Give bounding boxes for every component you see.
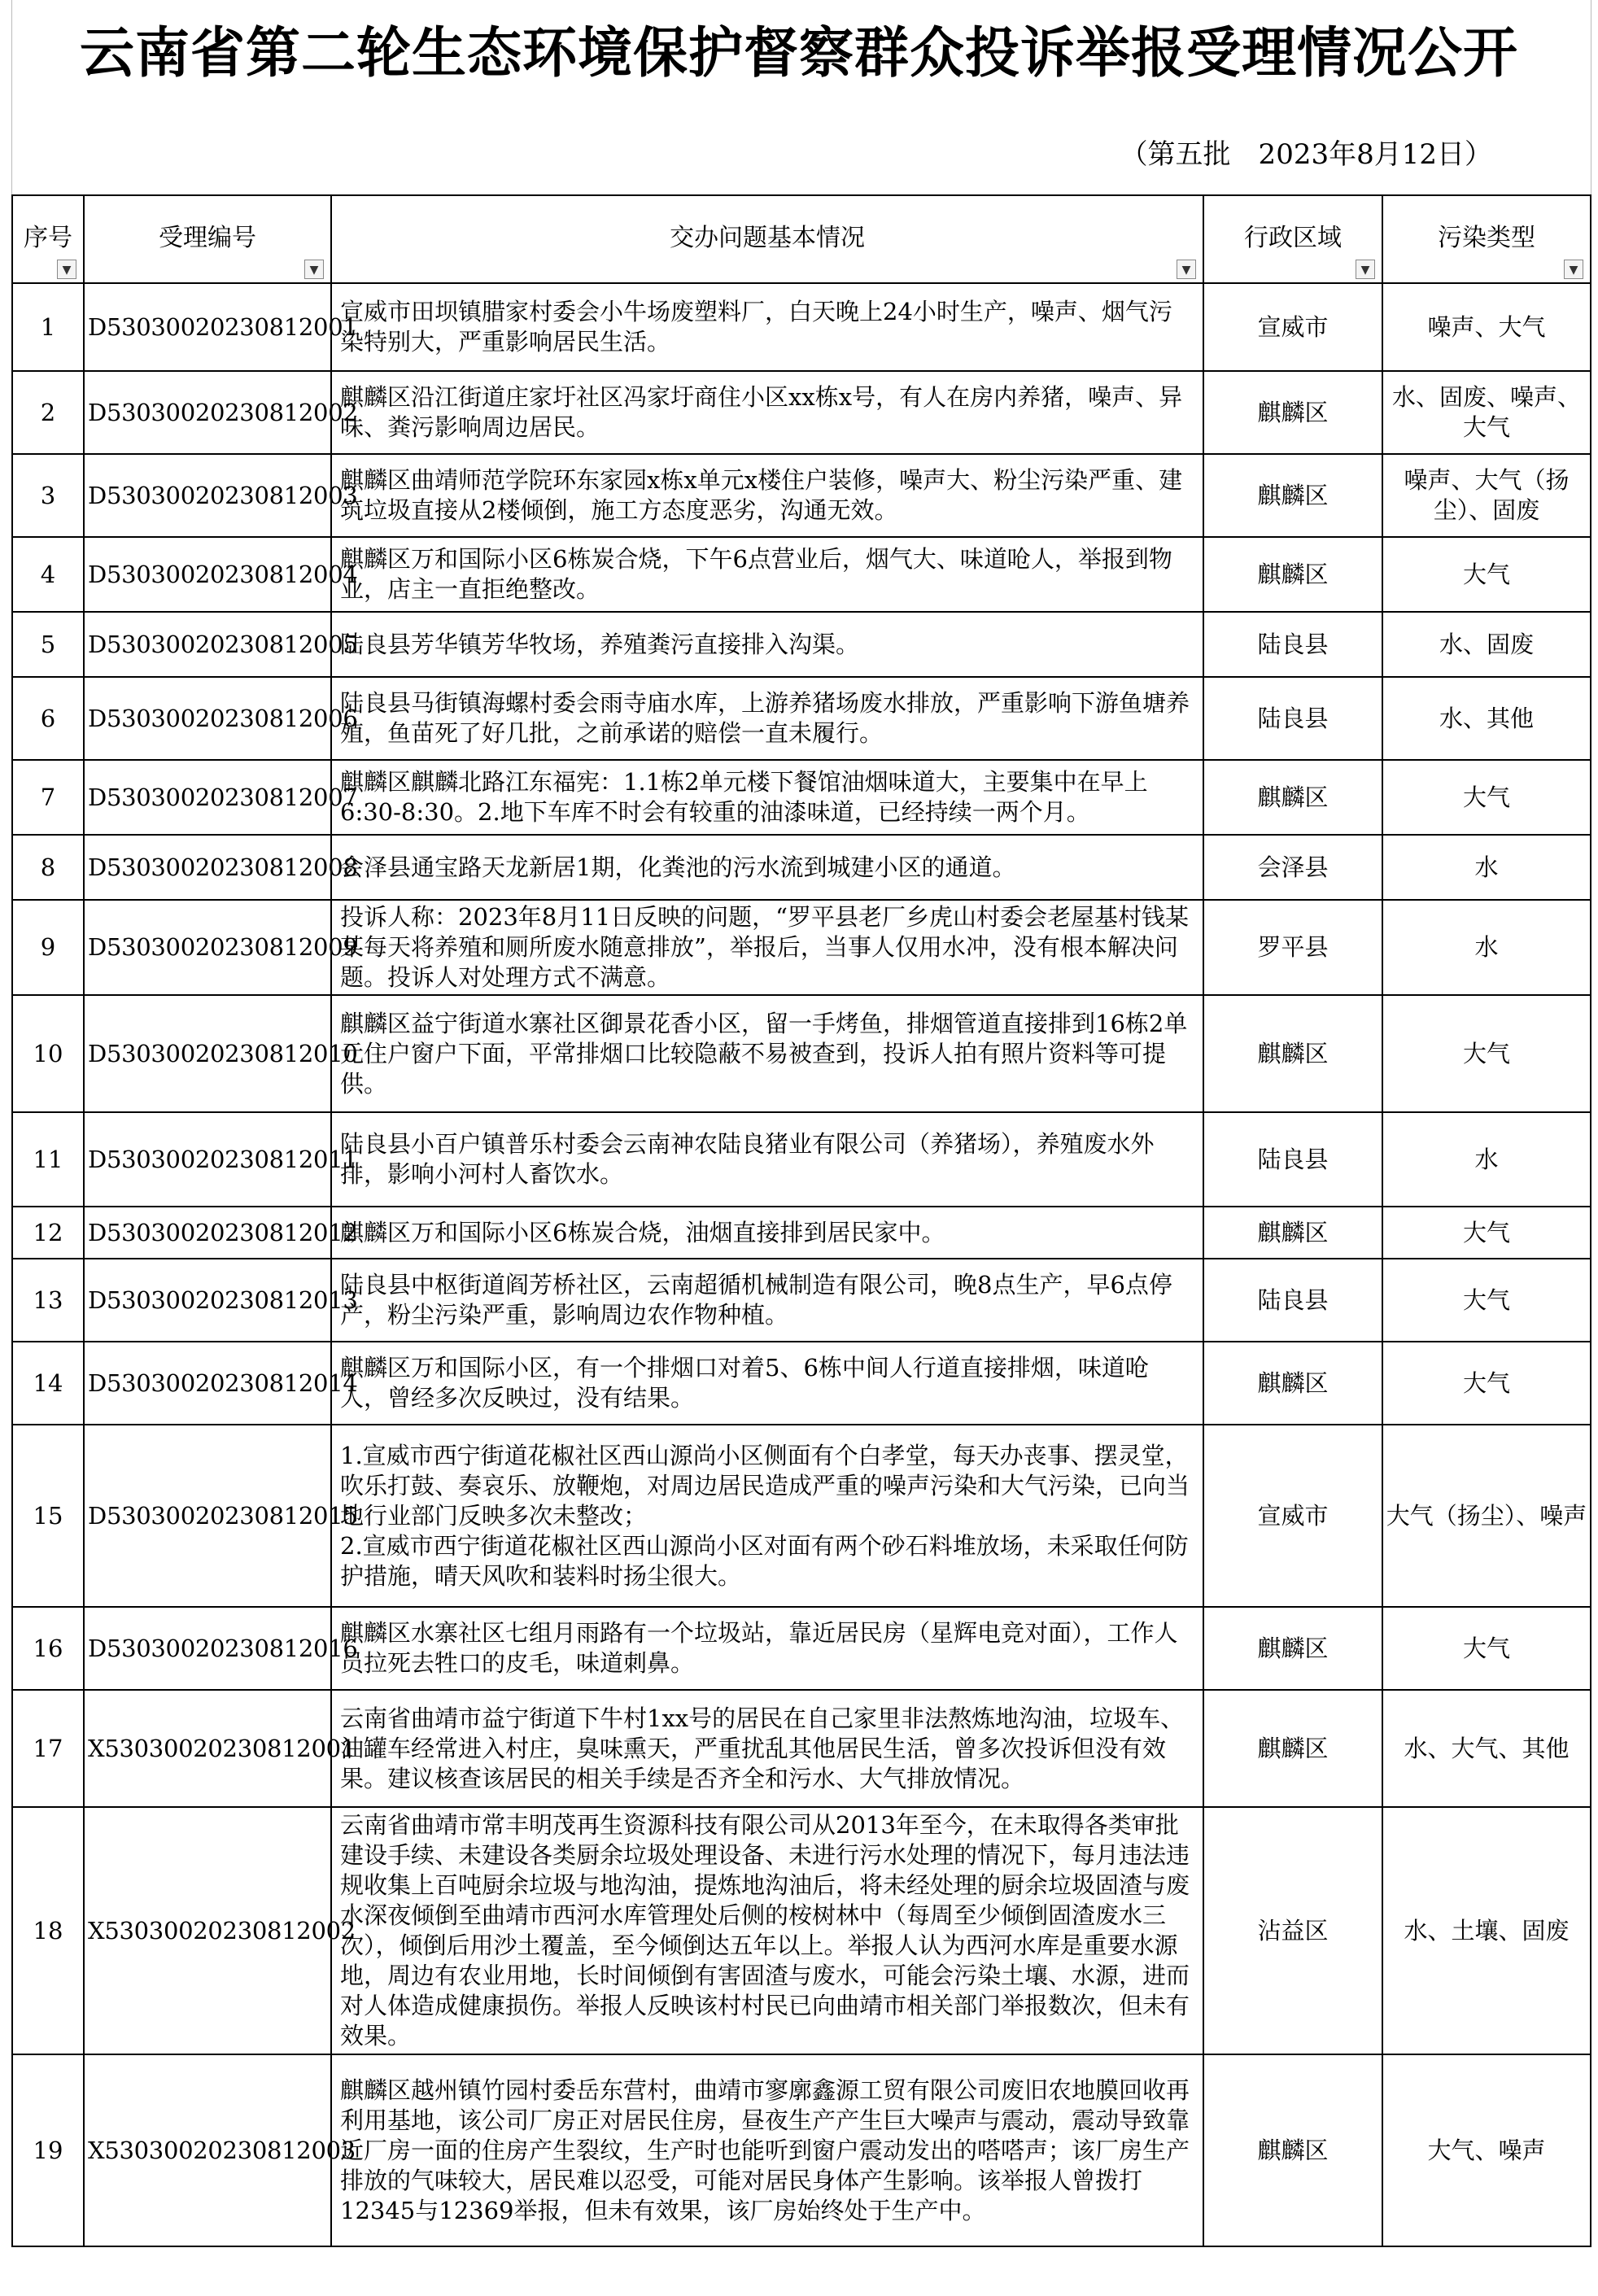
row-type-cell: 大气 xyxy=(1382,760,1591,835)
column-header-label: 污染类型 xyxy=(1438,224,1535,252)
row-desc-cell: 云南省曲靖市益宁街道下牛村1xx号的居民在自己家里非法熬炼地沟油，垃圾车、油罐车经常进入村庄，臭味熏天，严重扰乱其他居民生活，曾多次投诉但没有效果。建议核查该居民的相关手续是否齐全和污水、大气排放情况。 xyxy=(331,1690,1203,1807)
row-type-cell: 大气 xyxy=(1382,537,1591,612)
row-seq-cell: 4 xyxy=(12,537,84,612)
table-row xyxy=(12,283,1591,371)
row-desc-cell: 麒麟区麒麟北路江东福宪：1.1栋2单元楼下餐馆油烟味道大，主要集中在早上6:30-8:30。2.地下车库不时会有较重的油漆味道，已经持续一两个月。 xyxy=(331,760,1203,835)
row-desc-cell: 麒麟区沿江街道庄家圩社区冯家圩商住小区xx栋x号，有人在房内养猪，噪声、异味、粪污影响周边居民。 xyxy=(331,371,1203,454)
row-seq-cell: 19 xyxy=(12,2054,84,2246)
row-desc-cell: 1.宣威市西宁街道花椒社区西山源尚小区侧面有个白孝堂，每天办丧事、摆灵堂，吹乐打鼓、奏哀乐、放鞭炮，对周边居民造成严重的噪声污染和大气污染，已向当地行业部门反映多次未整改； 2.宣威市西宁街道花椒社区西山源尚小区对面有两个砂石料堆放场，未采取任何防护措施，晴天风吹和装料时扬尘很大。 xyxy=(331,1425,1203,1607)
table-header-row xyxy=(12,195,1591,283)
table-row xyxy=(12,995,1591,1112)
page-subtitle: （第五批 2023年8月12日） xyxy=(1120,138,1492,171)
row-desc-cell: 会泽县通宝路天龙新居1期，化粪池的污水流到城建小区的通道。 xyxy=(331,835,1203,900)
row-seq-cell: 5 xyxy=(12,612,84,677)
row-type-cell: 大气 xyxy=(1382,1259,1591,1342)
column-header-label: 序号 xyxy=(24,224,72,252)
row-area-cell: 麒麟区 xyxy=(1203,1607,1382,1690)
row-type-cell: 水 xyxy=(1382,1112,1591,1207)
row-seq-cell: 13 xyxy=(12,1259,84,1342)
row-seq-cell: 9 xyxy=(12,900,84,995)
row-code-cell: X53030020230812003 xyxy=(84,2054,331,2246)
table-row xyxy=(12,1607,1591,1690)
row-area-cell: 麒麟区 xyxy=(1203,2054,1382,2246)
row-area-cell: 宣威市 xyxy=(1203,1425,1382,1607)
row-code-cell: D53030020230812013 xyxy=(84,1259,331,1342)
table-row xyxy=(12,1342,1591,1425)
column-header-desc xyxy=(331,195,1203,283)
row-seq-cell: 10 xyxy=(12,995,84,1112)
row-desc-cell: 麒麟区曲靖师范学院环东家园x栋x单元x楼住户装修，噪声大、粉尘污染严重、建筑垃圾直接从2楼倾倒，施工方态度恶劣，沟通无效。 xyxy=(331,454,1203,537)
row-desc-cell: 宣威市田坝镇腊家村委会小牛场废塑料厂，白天晚上24小时生产，噪声、烟气污染特别大，严重影响居民生活。 xyxy=(331,283,1203,371)
row-code-cell: D53030020230812012 xyxy=(84,1207,331,1259)
column-header-code xyxy=(84,195,331,283)
row-desc-cell: 陆良县芳华镇芳华牧场，养殖粪污直接排入沟渠。 xyxy=(331,612,1203,677)
row-seq-cell: 7 xyxy=(12,760,84,835)
table-row xyxy=(12,677,1591,760)
table-row xyxy=(12,1259,1591,1342)
row-desc-cell: 麒麟区万和国际小区6栋炭合烧，油烟直接排到居民家中。 xyxy=(331,1207,1203,1259)
row-seq-cell: 3 xyxy=(12,454,84,537)
row-type-cell: 水、其他 xyxy=(1382,677,1591,760)
filter-dropdown-icon[interactable]: ▼ xyxy=(1177,260,1196,279)
row-code-cell: X53030020230812001 xyxy=(84,1690,331,1807)
table-row xyxy=(12,760,1591,835)
row-desc-cell: 云南省曲靖市常丰明茂再生资源科技有限公司从2013年至今，在未取得各类审批建设手续、未建设各类厨余垃圾处理设备、未进行污水处理的情况下，每月违法违规收集上百吨厨余垃圾与地沟油，提炼地沟油后，将未经处理的厨余垃圾固渣与废水深夜倾倒至曲靖市西河水库管理处后侧的桉树林中（每周至少倾倒固渣废水三次），倾倒后用沙土覆盖，至今倾倒达五年以上。举报人认为西河水库是重要水源地，周边有农业用地，长时间倾倒有害固渣与废水，可能会污染土壤、水源，进而对人体造成健康损伤。举报人反映该村村民已向曲靖市相关部门举报数次，但未有效果。 xyxy=(331,1807,1203,2054)
filter-dropdown-icon[interactable]: ▼ xyxy=(1356,260,1375,279)
row-seq-cell: 16 xyxy=(12,1607,84,1690)
row-type-cell: 水、大气、其他 xyxy=(1382,1690,1591,1807)
row-code-cell: D53030020230812011 xyxy=(84,1112,331,1207)
row-area-cell: 麒麟区 xyxy=(1203,1207,1382,1259)
row-type-cell: 水、土壤、固废 xyxy=(1382,1807,1591,2054)
row-seq-cell: 2 xyxy=(12,371,84,454)
row-desc-cell: 陆良县中枢街道阎芳桥社区，云南超循机械制造有限公司，晚8点生产，早6点停产，粉尘污染严重，影响周边农作物种植。 xyxy=(331,1259,1203,1342)
row-desc-cell: 麒麟区万和国际小区6栋炭合烧，下午6点营业后，烟气大、味道呛人，举报到物业，店主一直拒绝整改。 xyxy=(331,537,1203,612)
row-code-cell: X53030020230812002 xyxy=(84,1807,331,2054)
row-type-cell: 大气 xyxy=(1382,1207,1591,1259)
table-row xyxy=(12,454,1591,537)
row-code-cell: D53030020230812016 xyxy=(84,1607,331,1690)
table-row xyxy=(12,1112,1591,1207)
row-desc-cell: 麒麟区水寨社区七组月雨路有一个垃圾站，靠近居民房（星辉电竞对面），工作人员拉死去牲口的皮毛，味道刺鼻。 xyxy=(331,1607,1203,1690)
row-desc-cell: 陆良县小百户镇普乐村委会云南神农陆良猪业有限公司（养猪场），养殖废水外排，影响小河村人畜饮水。 xyxy=(331,1112,1203,1207)
row-seq-cell: 6 xyxy=(12,677,84,760)
row-type-cell: 噪声、大气（扬尘）、固废 xyxy=(1382,454,1591,537)
table-row xyxy=(12,1690,1591,1807)
row-seq-cell: 17 xyxy=(12,1690,84,1807)
column-header-label: 行政区域 xyxy=(1244,224,1342,252)
row-seq-cell: 18 xyxy=(12,1807,84,2054)
row-type-cell: 大气、噪声 xyxy=(1382,2054,1591,2246)
filter-dropdown-icon[interactable]: ▼ xyxy=(1564,260,1583,279)
row-area-cell: 宣威市 xyxy=(1203,283,1382,371)
row-seq-cell: 1 xyxy=(12,283,84,371)
row-area-cell: 会泽县 xyxy=(1203,835,1382,900)
row-area-cell: 陆良县 xyxy=(1203,677,1382,760)
row-type-cell: 大气 xyxy=(1382,995,1591,1112)
table-row xyxy=(12,1207,1591,1259)
table-row xyxy=(12,2054,1591,2246)
row-seq-cell: 8 xyxy=(12,835,84,900)
row-code-cell: D53030020230812004 xyxy=(84,537,331,612)
row-code-cell: D53030020230812001 xyxy=(84,283,331,371)
row-desc-cell: 麒麟区越州镇竹园村委岳东营村，曲靖市寥廓鑫源工贸有限公司废旧农地膜回收再利用基地，该公司厂房正对居民住房，昼夜生产产生巨大噪声与震动，震动导致靠近厂房一面的住房产生裂纹，生产时也能听到窗户震动发出的嗒嗒声；该厂房生产排放的气味较大，居民难以忍受，可能对居民身体产生影响。该举报人曾拨打12345与12369举报，但未有效果，该厂房始终处于生产中。 xyxy=(331,2054,1203,2246)
row-code-cell: D53030020230812002 xyxy=(84,371,331,454)
row-code-cell: D53030020230812010 xyxy=(84,995,331,1112)
row-area-cell: 陆良县 xyxy=(1203,612,1382,677)
row-area-cell: 罗平县 xyxy=(1203,900,1382,995)
row-area-cell: 麒麟区 xyxy=(1203,1690,1382,1807)
row-seq-cell: 11 xyxy=(12,1112,84,1207)
column-header-type xyxy=(1382,195,1591,283)
row-area-cell: 陆良县 xyxy=(1203,1259,1382,1342)
filter-dropdown-icon[interactable]: ▼ xyxy=(304,260,324,279)
row-code-cell: D53030020230812005 xyxy=(84,612,331,677)
row-area-cell: 麒麟区 xyxy=(1203,995,1382,1112)
page-title: 云南省第二轮生态环境保护督察群众投诉举报受理情况公开 xyxy=(80,20,1518,85)
row-seq-cell: 15 xyxy=(12,1425,84,1607)
row-area-cell: 麒麟区 xyxy=(1203,537,1382,612)
row-desc-cell: 麒麟区益宁街道水寨社区御景花香小区，留一手烤鱼，排烟管道直接排到16栋2单元住户窗户下面，平常排烟口比较隐蔽不易被查到，投诉人拍有照片资料等可提供。 xyxy=(331,995,1203,1112)
row-code-cell: D53030020230812015 xyxy=(84,1425,331,1607)
table-row xyxy=(12,1807,1591,2054)
filter-dropdown-icon[interactable]: ▼ xyxy=(57,260,76,279)
row-code-cell: D53030020230812007 xyxy=(84,760,331,835)
table-body xyxy=(12,283,1591,2246)
row-type-cell: 大气（扬尘）、噪声 xyxy=(1382,1425,1591,1607)
row-desc-cell: 麒麟区万和国际小区，有一个排烟口对着5、6栋中间人行道直接排烟，味道呛人，曾经多次反映过，没有结果。 xyxy=(331,1342,1203,1425)
row-area-cell: 麒麟区 xyxy=(1203,454,1382,537)
row-code-cell: D53030020230812014 xyxy=(84,1342,331,1425)
row-code-cell: D53030020230812006 xyxy=(84,677,331,760)
complaint-table xyxy=(11,194,1591,2247)
row-code-cell: D53030020230812003 xyxy=(84,454,331,537)
row-area-cell: 麒麟区 xyxy=(1203,760,1382,835)
row-desc-cell: 投诉人称：2023年8月11日反映的问题，“罗平县老厂乡虎山村委会老屋基村钱某某每天将养殖和厕所废水随意排放”，举报后，当事人仅用水冲，没有根本解决问题。投诉人对处理方式不满意。 xyxy=(331,900,1203,995)
row-type-cell: 大气 xyxy=(1382,1607,1591,1690)
row-type-cell: 水 xyxy=(1382,835,1591,900)
row-desc-cell: 陆良县马街镇海螺村委会雨寺庙水库，上游养猪场废水排放，严重影响下游鱼塘养殖，鱼苗死了好几批，之前承诺的赔偿一直未履行。 xyxy=(331,677,1203,760)
column-header-label: 交办问题基本情况 xyxy=(670,224,865,252)
row-area-cell: 麒麟区 xyxy=(1203,371,1382,454)
row-type-cell: 水、固废、噪声、大气 xyxy=(1382,371,1591,454)
table-row xyxy=(12,612,1591,677)
column-header-area xyxy=(1203,195,1382,283)
row-type-cell: 噪声、大气 xyxy=(1382,283,1591,371)
row-area-cell: 沾益区 xyxy=(1203,1807,1382,2054)
column-header-label: 受理编号 xyxy=(159,224,256,252)
row-type-cell: 大气 xyxy=(1382,1342,1591,1425)
column-header-seq xyxy=(12,195,84,283)
table-row xyxy=(12,371,1591,454)
row-type-cell: 水 xyxy=(1382,900,1591,995)
row-code-cell: D53030020230812009 xyxy=(84,900,331,995)
row-code-cell: D53030020230812008 xyxy=(84,835,331,900)
table-row xyxy=(12,900,1591,995)
row-seq-cell: 12 xyxy=(12,1207,84,1259)
row-area-cell: 陆良县 xyxy=(1203,1112,1382,1207)
table-row xyxy=(12,1425,1591,1607)
row-area-cell: 麒麟区 xyxy=(1203,1342,1382,1425)
table-row xyxy=(12,537,1591,612)
row-type-cell: 水、固废 xyxy=(1382,612,1591,677)
row-seq-cell: 14 xyxy=(12,1342,84,1425)
table-row xyxy=(12,835,1591,900)
